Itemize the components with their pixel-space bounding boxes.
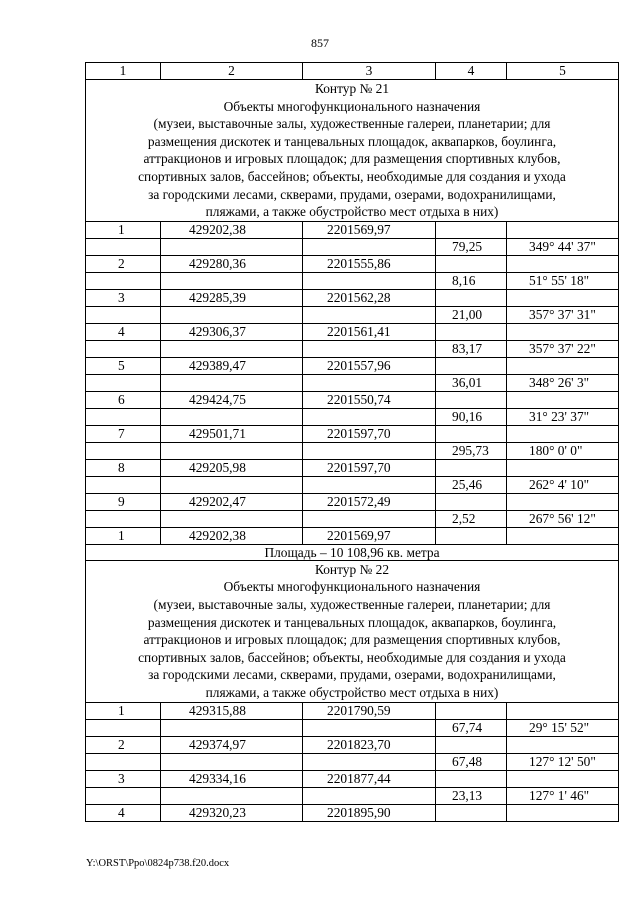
empty-cell: [86, 753, 161, 770]
empty-cell: [507, 255, 619, 272]
file-path-footer: Y:\ORST\Ppo\0824p738.f20.docx: [86, 858, 230, 869]
section-title: [86, 560, 619, 702]
empty-cell: [303, 306, 436, 323]
segment-length: 8,16: [436, 272, 507, 289]
segment-row: [86, 753, 619, 770]
point-row: [86, 770, 619, 787]
segment-row: [86, 306, 619, 323]
segment-length: 295,73: [436, 442, 507, 459]
empty-cell: [303, 787, 436, 804]
empty-cell: [507, 425, 619, 442]
empty-cell: [436, 221, 507, 238]
section-title-line: пляжами, а также обустройство мест отдыха в них): [205, 204, 499, 220]
empty-cell: [303, 442, 436, 459]
point-row: [86, 425, 619, 442]
empty-cell: [507, 527, 619, 544]
segment-row: [86, 340, 619, 357]
point-number: 8: [86, 459, 161, 476]
direction-angle: 180° 0' 0": [507, 442, 619, 459]
empty-cell: [161, 476, 303, 493]
point-number: 2: [86, 736, 161, 753]
direction-angle: 127° 1' 46": [507, 787, 619, 804]
empty-cell: [86, 238, 161, 255]
empty-cell: [161, 719, 303, 736]
column-header: 2: [161, 63, 303, 80]
direction-angle: 267° 56' 12": [507, 510, 619, 527]
empty-cell: [161, 753, 303, 770]
point-row: [86, 323, 619, 340]
coordinate-x: 429202,47: [161, 493, 303, 510]
point-number: 2: [86, 255, 161, 272]
coordinate-x: 429501,71: [161, 425, 303, 442]
empty-cell: [303, 510, 436, 527]
empty-cell: [303, 374, 436, 391]
point-number: 6: [86, 391, 161, 408]
empty-cell: [303, 476, 436, 493]
empty-cell: [436, 289, 507, 306]
section-title-line: спортивных залов, бассейнов; объекты, необходимые для создания и ухода: [138, 168, 566, 184]
empty-cell: [303, 408, 436, 425]
coordinate-x: 429374,97: [161, 736, 303, 753]
empty-cell: [436, 702, 507, 719]
coordinate-y: 2201823,70: [303, 736, 436, 753]
empty-cell: [507, 323, 619, 340]
section-title-line: размещения дискотек и танцевальных площадок, аквапарков, боулинга,: [147, 133, 557, 149]
segment-length: 67,74: [436, 719, 507, 736]
column-header-row: [86, 63, 619, 80]
coordinate-x: 429334,16: [161, 770, 303, 787]
coordinate-y: 2201562,28: [303, 289, 436, 306]
empty-cell: [161, 787, 303, 804]
empty-cell: [303, 340, 436, 357]
point-row: [86, 493, 619, 510]
empty-cell: [436, 736, 507, 753]
empty-cell: [436, 459, 507, 476]
section-title-line: аттракционов и игровых площадок; для размещения спортивных клубов,: [143, 632, 561, 648]
column-header: 1: [86, 63, 161, 80]
empty-cell: [436, 527, 507, 544]
point-row: [86, 221, 619, 238]
section-title-line: аттракционов и игровых площадок; для размещения спортивных клубов,: [143, 151, 561, 167]
coordinate-y: 2201569,97: [303, 527, 436, 544]
point-row: [86, 289, 619, 306]
empty-cell: [303, 719, 436, 736]
section-title-line: за городскими лесами, скверами, прудами, озерами, водохранилищами,: [148, 667, 556, 683]
empty-cell: [507, 221, 619, 238]
direction-angle: 349° 44' 37": [507, 238, 619, 255]
section-title-line: Контур № 22: [314, 561, 390, 577]
segment-length: 67,48: [436, 753, 507, 770]
coordinate-x: 429202,38: [161, 527, 303, 544]
coordinate-x: 429280,36: [161, 255, 303, 272]
coordinate-x: 429306,37: [161, 323, 303, 340]
direction-angle: 51° 55' 18": [507, 272, 619, 289]
empty-cell: [161, 374, 303, 391]
empty-cell: [86, 272, 161, 289]
empty-cell: [436, 804, 507, 821]
direction-angle: 29° 15' 52": [507, 719, 619, 736]
segment-length: 25,46: [436, 476, 507, 493]
direction-angle: 127° 12' 50": [507, 753, 619, 770]
coordinate-y: 2201597,70: [303, 425, 436, 442]
empty-cell: [161, 442, 303, 459]
empty-cell: [86, 719, 161, 736]
coordinate-y: 2201569,97: [303, 221, 436, 238]
direction-angle: 31° 23' 37": [507, 408, 619, 425]
empty-cell: [86, 510, 161, 527]
empty-cell: [161, 306, 303, 323]
coordinate-x: 429205,98: [161, 459, 303, 476]
point-row: [86, 391, 619, 408]
coordinate-x: 429285,39: [161, 289, 303, 306]
page-number: 857: [311, 36, 329, 50]
empty-cell: [303, 753, 436, 770]
segment-length: 90,16: [436, 408, 507, 425]
coordinates-table: [85, 62, 619, 822]
point-row: [86, 804, 619, 821]
coordinate-y: 2201597,70: [303, 459, 436, 476]
segment-row: [86, 408, 619, 425]
empty-cell: [507, 770, 619, 787]
section-title-row: [86, 560, 619, 702]
segment-row: [86, 787, 619, 804]
point-row: [86, 702, 619, 719]
section-title-line: (музеи, выставочные залы, художественные галереи, планетарии; для: [153, 596, 551, 612]
empty-cell: [436, 255, 507, 272]
empty-cell: [86, 442, 161, 459]
point-number: 5: [86, 357, 161, 374]
point-number: 1: [86, 221, 161, 238]
point-row: [86, 736, 619, 753]
point-number: 1: [86, 527, 161, 544]
point-row: [86, 527, 619, 544]
empty-cell: [161, 272, 303, 289]
empty-cell: [86, 408, 161, 425]
empty-cell: [303, 238, 436, 255]
point-number: 4: [86, 323, 161, 340]
segment-row: [86, 238, 619, 255]
empty-cell: [161, 408, 303, 425]
point-number: 3: [86, 289, 161, 306]
coordinate-y: 2201555,86: [303, 255, 436, 272]
area-row: [86, 544, 619, 560]
direction-angle: 262° 4' 10": [507, 476, 619, 493]
empty-cell: [86, 306, 161, 323]
empty-cell: [436, 425, 507, 442]
empty-cell: [161, 340, 303, 357]
empty-cell: [507, 459, 619, 476]
empty-cell: [86, 340, 161, 357]
empty-cell: [507, 702, 619, 719]
segment-length: 79,25: [436, 238, 507, 255]
point-row: [86, 255, 619, 272]
point-number: 4: [86, 804, 161, 821]
section-title-line: Объекты многофункционального назначения: [223, 579, 481, 595]
empty-cell: [436, 323, 507, 340]
point-row: [86, 459, 619, 476]
empty-cell: [161, 510, 303, 527]
empty-cell: [436, 357, 507, 374]
empty-cell: [86, 476, 161, 493]
section-title-line: (музеи, выставочные залы, художественные галереи, планетарии; для: [153, 116, 551, 132]
area-total: Площадь – 10 108,96 кв. метра: [86, 544, 619, 560]
empty-cell: [303, 272, 436, 289]
coordinate-y: 2201550,74: [303, 391, 436, 408]
segment-row: [86, 272, 619, 289]
coordinate-y: 2201561,41: [303, 323, 436, 340]
empty-cell: [86, 374, 161, 391]
empty-cell: [436, 493, 507, 510]
section-title: [86, 80, 619, 222]
coordinate-y: 2201572,49: [303, 493, 436, 510]
empty-cell: [436, 391, 507, 408]
coordinate-x: 429424,75: [161, 391, 303, 408]
segment-row: [86, 510, 619, 527]
coordinate-y: 2201790,59: [303, 702, 436, 719]
direction-angle: 357° 37' 31": [507, 306, 619, 323]
coordinate-x: 429389,47: [161, 357, 303, 374]
coordinate-y: 2201557,96: [303, 357, 436, 374]
coordinate-y: 2201877,44: [303, 770, 436, 787]
segment-length: 2,52: [436, 510, 507, 527]
segment-length: 83,17: [436, 340, 507, 357]
segment-row: [86, 442, 619, 459]
point-number: 1: [86, 702, 161, 719]
empty-cell: [507, 357, 619, 374]
empty-cell: [507, 493, 619, 510]
point-number: 7: [86, 425, 161, 442]
empty-cell: [507, 391, 619, 408]
segment-length: 36,01: [436, 374, 507, 391]
section-title-line: Контур № 21: [314, 81, 390, 96]
point-number: 9: [86, 493, 161, 510]
coordinate-y: 2201895,90: [303, 804, 436, 821]
coordinate-x: 429315,88: [161, 702, 303, 719]
section-title-row: [86, 80, 619, 222]
empty-cell: [86, 787, 161, 804]
column-header: 5: [507, 63, 619, 80]
empty-cell: [507, 736, 619, 753]
empty-cell: [161, 238, 303, 255]
coordinate-x: 429320,23: [161, 804, 303, 821]
section-title-line: пляжами, а также обустройство мест отдыха в них): [205, 684, 499, 700]
empty-cell: [436, 770, 507, 787]
column-header: 3: [303, 63, 436, 80]
segment-length: 23,13: [436, 787, 507, 804]
segment-row: [86, 476, 619, 493]
point-row: [86, 357, 619, 374]
direction-angle: 348° 26' 3": [507, 374, 619, 391]
empty-cell: [507, 289, 619, 306]
empty-cell: [507, 804, 619, 821]
segment-row: [86, 719, 619, 736]
section-title-line: размещения дискотек и танцевальных площадок, аквапарков, боулинга,: [147, 614, 557, 630]
column-header: 4: [436, 63, 507, 80]
direction-angle: 357° 37' 22": [507, 340, 619, 357]
point-number: 3: [86, 770, 161, 787]
segment-row: [86, 374, 619, 391]
coordinate-x: 429202,38: [161, 221, 303, 238]
section-title-line: спортивных залов, бассейнов; объекты, необходимые для создания и ухода: [138, 649, 566, 665]
section-title-line: за городскими лесами, скверами, прудами, озерами, водохранилищами,: [148, 186, 556, 202]
section-title-line: Объекты многофункционального назначения: [223, 98, 481, 114]
segment-length: 21,00: [436, 306, 507, 323]
